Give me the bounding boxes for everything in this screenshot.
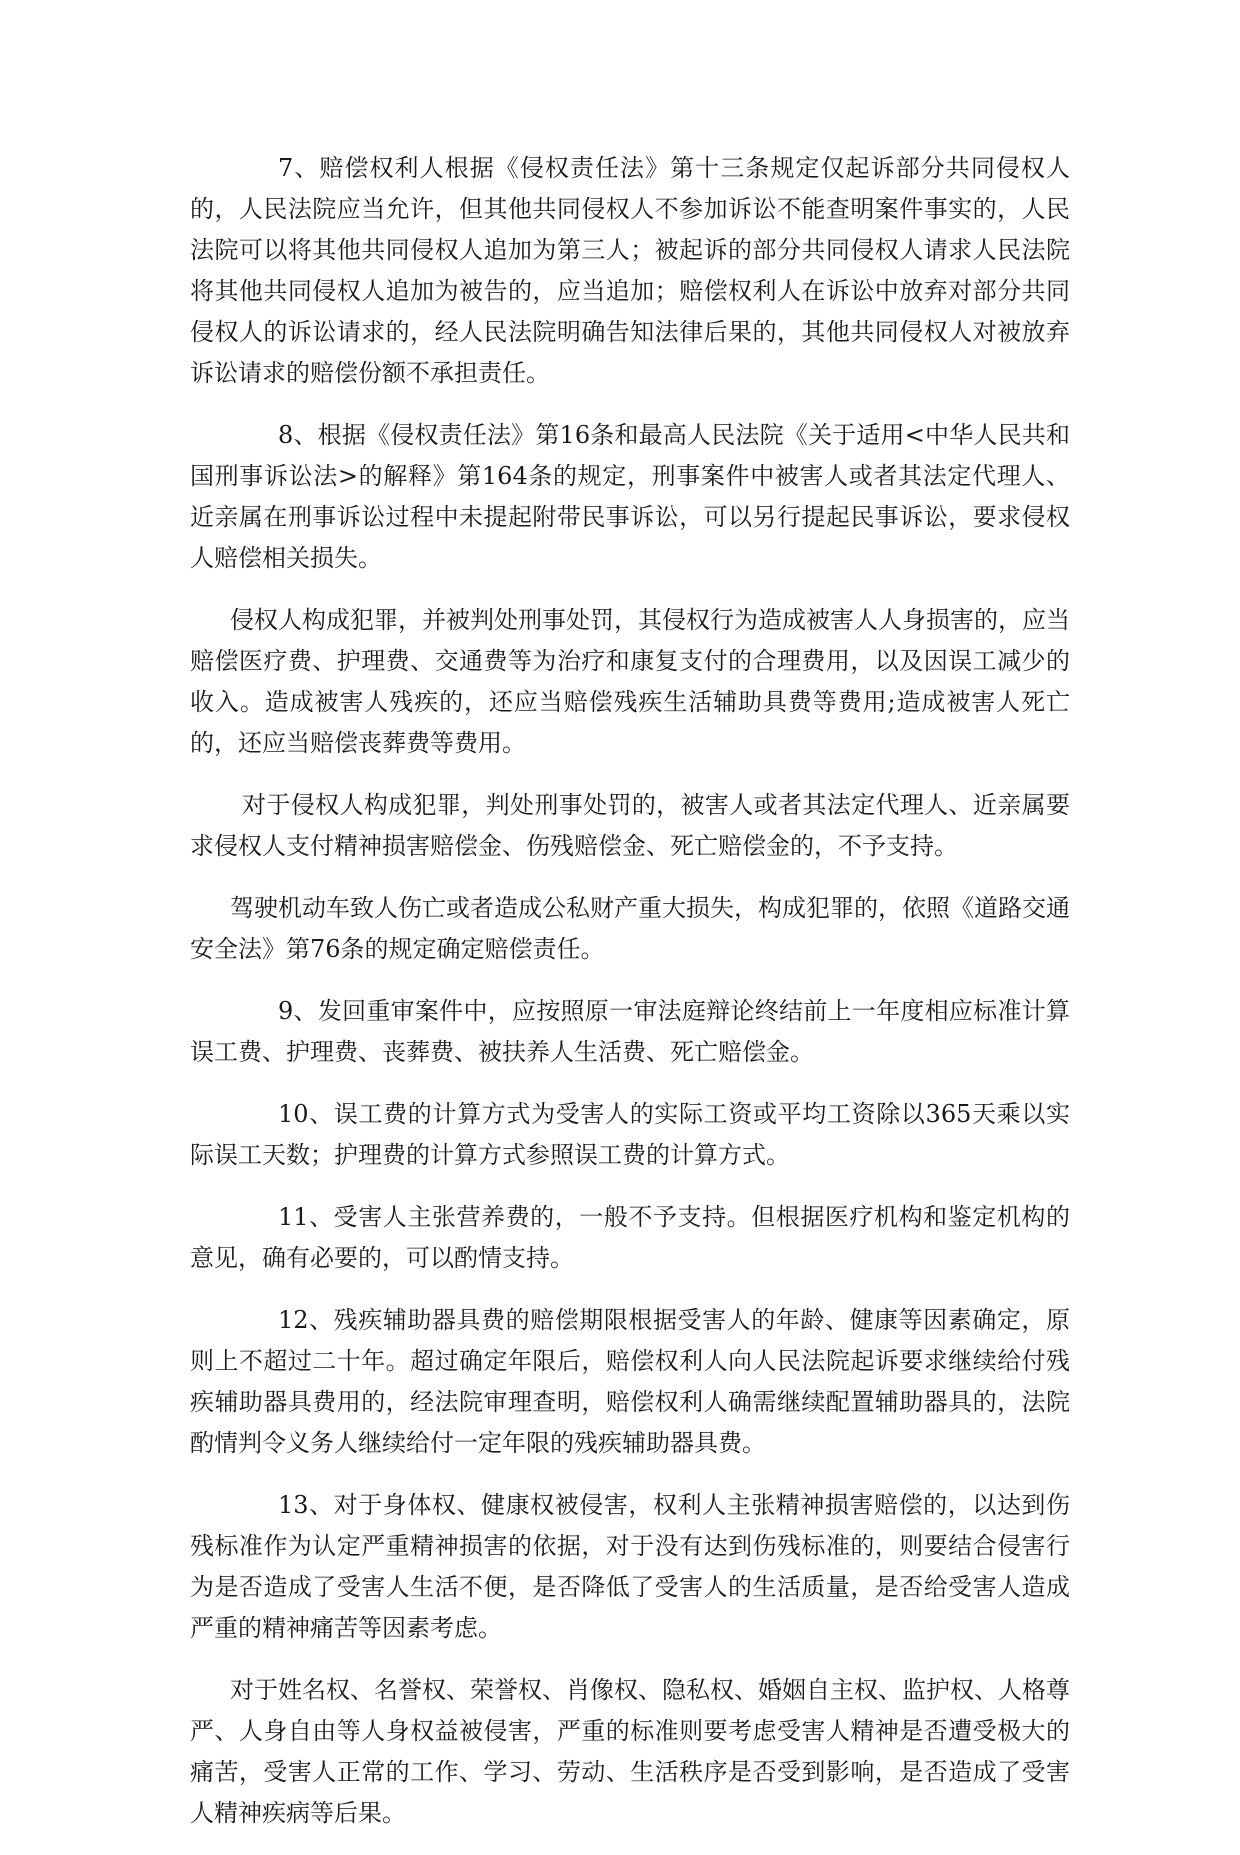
paragraph-13-personality-rights: 对于姓名权、名誉权、荣誉权、肖像权、隐私权、婚姻自主权、监护权、人格尊严、人身自由等人身权益被侵害，严重的标准则要考虑受害人精神是否遭受极大的痛苦，受害人正常的工作、学习、劳动、生活秩序是否受到影响，是否造成了受害人精神疾病等后果。: [190, 1676, 1070, 1827]
paragraph-8: 8、根据《侵权责任法》第16条和最高人民法院《关于适用<中华人民共和国刑事诉讼法>的解释》第164条的规定，刑事案件中被害人或者其法定代理人、近亲属在刑事诉讼过程中未提起附带民事诉讼，可以另行提起民事诉讼，要求侵权人赔偿相关损失。: [190, 421, 1070, 572]
paragraph-8-criminal-liability: 侵权人构成犯罪，并被判处刑事处罚，其侵权行为造成被害人人身损害的，应当赔偿医疗费、护理费、交通费等为治疗和康复支付的合理费用，以及因误工减少的收入。造成被害人残疾的，还应当赔偿残疾生活辅助具费等费用;造成被害人死亡的，还应当赔偿丧葬费等费用。: [190, 606, 1070, 757]
paragraph-10: 10、误工费的计算方式为受害人的实际工资或平均工资除以365天乘以实际误工天数；护理费的计算方式参照误工费的计算方式。: [190, 1100, 1070, 1169]
paragraph-8-traffic: 驾驶机动车致人伤亡或者造成公私财产重大损失，构成犯罪的，依照《道路交通安全法》第76条的规定确定赔偿责任。: [190, 894, 1070, 963]
paragraph-12: 12、残疾辅助器具费的赔偿期限根据受害人的年龄、健康等因素确定，原则上不超过二十年。超过确定年限后，赔偿权利人向人民法院起诉要求继续给付残疾辅助器具费用的，经法院审理查明，赔偿权利人确需继续配置辅助器具的，法院酌情判令义务人继续给付一定年限的残疾辅助器具费。: [190, 1306, 1070, 1457]
paragraph-9: 9、发回重审案件中，应按照原一审法庭辩论终结前上一年度相应标准计算误工费、护理费、丧葬费、被扶养人生活费、死亡赔偿金。: [190, 997, 1070, 1066]
paragraph-7: 7、赔偿权利人根据《侵权责任法》第十三条规定仅起诉部分共同侵权人的，人民法院应当允许，但其他共同侵权人不参加诉讼不能查明案件事实的，人民法院可以将其他共同侵权人追加为第三人；被起诉的部分共同侵权人请求人民法院将其他共同侵权人追加为被告的，应当追加；赔偿权利人在诉讼中放弃对部分共同侵权人的诉讼请求的，经人民法院明确告知法律后果的，其他共同侵权人对被放弃诉讼请求的赔偿份额不承担责任。: [190, 154, 1070, 387]
paragraph-8-mental-damages: 对于侵权人构成犯罪，判处刑事处罚的，被害人或者其法定代理人、近亲属要求侵权人支付精神损害赔偿金、伤残赔偿金、死亡赔偿金的，不予支持。: [190, 791, 1070, 860]
paragraph-13: 13、对于身体权、健康权被侵害，权利人主张精神损害赔偿的，以达到伤残标准作为认定严重精神损害的依据，对于没有达到伤残标准的，则要结合侵害行为是否造成了受害人生活不便，是否降低了受害人的生活质量，是否给受害人造成严重的精神痛苦等因素考虑。: [190, 1491, 1070, 1642]
document-page: [190, 148, 1070, 1855]
paragraph-11: 11、受害人主张营养费的，一般不予支持。但根据医疗机构和鉴定机构的意见，确有必要的，可以酌情支持。: [190, 1203, 1070, 1272]
